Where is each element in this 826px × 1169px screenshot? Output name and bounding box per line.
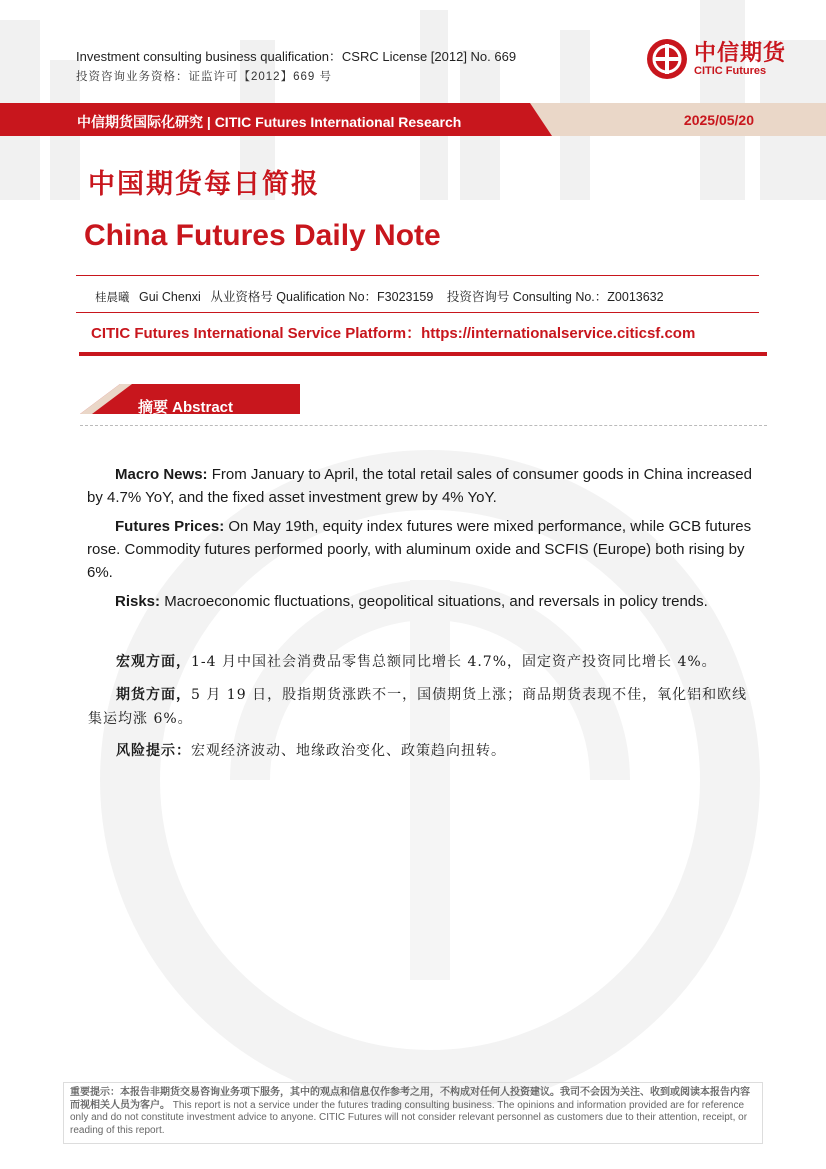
abstract-cn-futures — [88, 683, 762, 731]
abstract-heading: 摘要 Abstract — [138, 399, 234, 416]
author-consulting: 投资咨询号 Consulting No.：Z0013632 — [446, 290, 664, 304]
abstract-cn-macro — [88, 650, 762, 674]
logo-name-cn: 中信期货 — [694, 40, 787, 65]
para-text: From January to April, the total retail sales of consumer goods in China increased by 4.7% YoY, and the fixed asset investment grew by 4% YoY. — [87, 466, 752, 506]
thick-divider — [79, 352, 767, 356]
disclaimer-box — [63, 1082, 763, 1144]
abstract-cn-risks — [88, 739, 762, 763]
para-head: 期货方面， — [116, 687, 191, 703]
disclaimer-en: This report is not a service under the futures trading consulting business. The opinions and information provided are for reference only and do not constitute investment advice to anyone. CITIC Futures will not consider relevant personnel as customers due to their attention, receipt, or reading of this report. — [70, 1099, 748, 1136]
para-head: 宏观方面， — [116, 654, 191, 670]
disclaimer-cn: 重要提示：本报告非期货交易咨询业务项下服务，其中的观点和信息仅作参考之用，不构成对任何人投资建议。我司不会因为关注、收到或阅读本报告内容而视相关人员为客户。 — [70, 1087, 750, 1111]
para-text: Macroeconomic fluctuations, geopolitical situations, and reversals in policy trends. — [160, 593, 708, 610]
para-head: Futures Prices: — [115, 518, 225, 535]
citic-futures-logo — [646, 38, 786, 80]
title-en: China Futures Daily Note — [84, 219, 441, 252]
report-date: 2025/05/20 — [683, 112, 754, 128]
para-text: On May 19th, equity index futures were mixed performance, while GCB futures rose. Commodity futures performed poorly, with aluminum oxide and SCFIS (Europe) both rising by 6%. — [87, 518, 752, 581]
para-head: Macro News: — [115, 466, 208, 483]
para-text: 宏观经济波动、地缘政治变化、政策趋向扭转。 — [191, 743, 506, 759]
author-name-en: Gui Chenxi — [138, 290, 201, 304]
divider — [76, 312, 759, 313]
abstract-en-macro — [87, 463, 761, 509]
logo-name-en: CITIC Futures — [694, 65, 767, 77]
service-platform-link[interactable]: CITIC Futures International Service Platform：https://internationalservice.citicsf.com — [91, 325, 696, 342]
author-line — [95, 287, 664, 305]
para-text: 5 月 19 日，股指期货涨跌不一，国债期货上涨；商品期货表现不佳，氧化铝和欧线集运均涨 6%。 — [88, 687, 748, 727]
para-head: 风险提示： — [116, 743, 191, 759]
title-cn: 中国期货每日简报 — [88, 169, 320, 200]
para-head: Risks: — [115, 593, 161, 610]
qualification-en: Investment consulting business qualification：CSRC License [2012] No. 669 — [76, 49, 517, 64]
para-text: 1-4 月中国社会消费品零售总额同比增长 4.7%，固定资产投资同比增长 4%。 — [191, 654, 717, 670]
author-qualification: 从业资格号 Qualification No：F3023159 — [210, 290, 434, 304]
header-band — [0, 103, 826, 136]
dotted-divider — [80, 425, 767, 426]
author-name-cn: 桂晨曦 — [95, 290, 130, 304]
divider — [76, 275, 759, 276]
qualification-cn: 投资咨询业务资格：证监许可【2012】669 号 — [76, 71, 332, 83]
abstract-en-risks — [87, 590, 761, 613]
header-band-text: 中信期货国际化研究 | CITIC Futures International Research — [77, 114, 462, 130]
abstract-en-futures — [87, 515, 761, 584]
citic-logo-icon — [646, 38, 688, 80]
